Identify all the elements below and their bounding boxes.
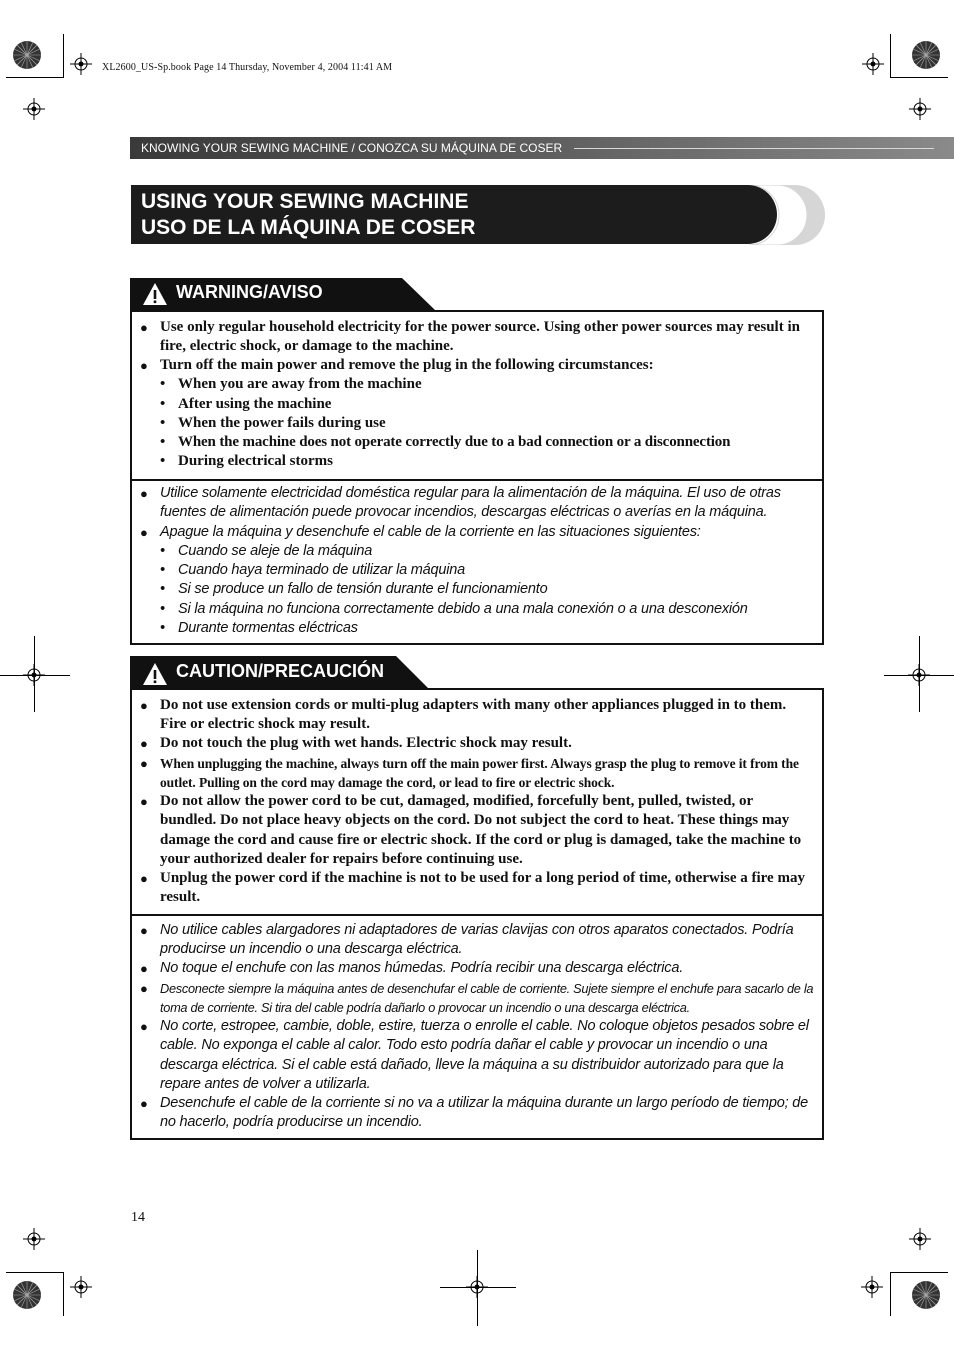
registration-rosette-icon	[911, 40, 941, 70]
section-english: KNOWING YOUR SEWING MACHINE /	[141, 141, 355, 155]
warning-item-es-2: ● Apague la máquina y desenchufe el cable de la corriente en las situaciones siguientes:	[140, 524, 701, 540]
caution-header	[130, 656, 430, 688]
crosshair-mark-icon	[861, 1276, 883, 1298]
warning-item-es-1: ● Utilice solamente electricidad doméstica regular para la alimentación de la máquina. El uso de otras fuentes de alimentación puede provocar incendios, descargas eléctricas o averías en la máquina.	[140, 485, 781, 521]
crosshair-mark-icon	[909, 98, 931, 120]
section-header	[130, 137, 954, 159]
crosshair-mark-icon	[70, 53, 92, 75]
warning-subitem-es: • Si se produce un fallo de tensión durante el funcionamiento	[160, 581, 548, 597]
caution-item-es: ● Desconecte siempre la máquina antes de desenchufar el cable de corriente. Sujete siempre el enchufe para sacarlo de la toma de corriente. Si tira del cable podría dañarlo o provocar un incendio o una descarga eléctrica.	[140, 981, 814, 1016]
registration-rosette-icon	[12, 40, 42, 70]
warning-header	[130, 278, 436, 310]
registration-rosette-icon	[911, 1280, 941, 1310]
section-spanish: CONOZCA SU MÁQUINA DE COSER	[358, 141, 563, 155]
registration-rosette-icon	[12, 1280, 42, 1310]
caution-item-en: ● Unplug the power cord if the machine is not to be used for a long period of time, otherwise a fire may result.	[140, 870, 805, 906]
caution-item-es: ● No utilice cables alargadores ni adaptadores de varias clavijas con otros aparatos conectados. Podría producirse un incendio o una descarga eléctrica.	[140, 922, 794, 958]
warning-label: WARNING/AVISO	[176, 282, 323, 302]
caution-item-es: ● No toque el enchufe con las manos húmedas. Podría recibir una descarga eléctrica.	[140, 960, 684, 976]
crosshair-mark-icon	[23, 1228, 45, 1250]
caution-item-en: ● When unplugging the machine, always turn off the main power first. Always grasp the plug to remove it from the outlet. Pulling on the cord may damage the cord, or lead to fire or electric shock.	[140, 756, 799, 791]
title-spanish: USO DE LA MÁQUINA DE COSER	[141, 216, 476, 239]
caution-item-en: ● Do not use extension cords or multi-plug adapters with many other appliances plugged in to them. Fire or electric shock may result.	[140, 697, 787, 733]
warning-subitem-es: • Durante tormentas eléctricas	[160, 620, 358, 636]
caution-triangle-icon	[142, 662, 168, 686]
warning-subitem-en: • During electrical storms	[160, 453, 333, 469]
warning-subitem-en: • After using the machine	[160, 396, 332, 412]
crosshair-mark-icon	[862, 53, 884, 75]
warning-subitem-es: • Cuando haya terminado de utilizar la máquina	[160, 562, 466, 578]
file-info: XL2600_US-Sp.book Page 14 Thursday, November 4, 2004 11:41 AM	[102, 62, 393, 73]
page-title	[131, 185, 826, 247]
warning-triangle-icon	[142, 282, 168, 306]
crosshair-mark-icon	[70, 1276, 92, 1298]
warning-item-en-2: ● Turn off the main power and remove the plug in the following circumstances:	[140, 357, 654, 373]
crosshair-mark-icon	[23, 98, 45, 120]
warning-subitem-en: • When the power fails during use	[160, 415, 386, 431]
page-number: 14	[131, 1210, 145, 1225]
warning-item-en-1: ● Use only regular household electricity for the power source. Using other power sources may result in fire, electric shock, or damage to the machine.	[140, 319, 800, 355]
caution-item-es: ● No corte, estropee, cambie, doble, estire, tuerza o enrolle el cable. No coloque objetos pesados sobre el cable. No exponga el cable al calor. Todo esto podría dañar el cable y provocar un incendio o una descarga eléctrica. Si el cable está dañado, lleve la máquina a su distribuidor autorizado para que la repare antes de volver a utilizarla.	[140, 1018, 809, 1092]
warning-subitem-en: • When you are away from the machine	[160, 376, 422, 392]
crosshair-mark-icon	[909, 1228, 931, 1250]
warning-subitem-en: • When the machine does not operate correctly due to a bad connection or a disconnection	[160, 434, 731, 450]
warning-subitem-es: • Cuando se aleje de la máquina	[160, 543, 373, 559]
caution-item-en: ● Do not allow the power cord to be cut, damaged, modified, forcefully bent, pulled, twisted, or bundled. Do not place heavy objects on the cord. Do not subject the cord to heat. These things may damage the cord and cause fire or electric shock. If the cord or plug is damaged, take the machine to your authorized dealer for repairs before continuing use.	[140, 793, 802, 867]
caution-item-en: ● Do not touch the plug with wet hands. Electric shock may result.	[140, 735, 572, 751]
section-rule	[574, 148, 934, 149]
caution-label: CAUTION/PRECAUCIÓN	[176, 661, 385, 681]
caution-item-es: ● Desenchufe el cable de la corriente si no va a utilizar la máquina durante un largo período de tiempo; de no hacerlo, podría producirse un incendio.	[140, 1095, 809, 1131]
warning-subitem-es: • Si la máquina no funciona correctamente debido a una mala conexión o a una desconexión	[160, 601, 748, 617]
title-english: USING YOUR SEWING MACHINE	[141, 190, 469, 213]
